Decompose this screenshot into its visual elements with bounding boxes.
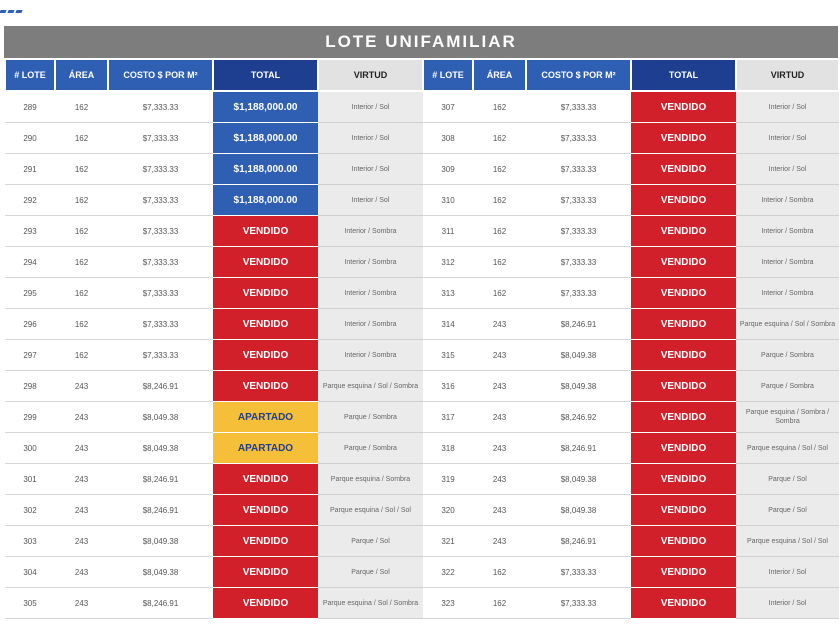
area-value: 243 xyxy=(55,557,108,588)
header-costo: COSTO $ POR M² xyxy=(526,59,631,91)
virtud-value: Interior / Sol xyxy=(318,123,423,154)
lote-number: 296 xyxy=(5,309,55,340)
cost-per-m2: $8,049.38 xyxy=(108,526,213,557)
lote-number: 302 xyxy=(5,495,55,526)
total-status: VENDIDO xyxy=(631,340,736,371)
lote-number: 298 xyxy=(5,371,55,402)
area-value: 162 xyxy=(473,123,526,154)
total-status: VENDIDO xyxy=(631,557,736,588)
total-status: VENDIDO xyxy=(213,247,318,278)
virtud-value: Interior / Sombra xyxy=(318,278,423,309)
area-value: 162 xyxy=(473,557,526,588)
virtud-value: Interior / Sombra xyxy=(736,247,839,278)
virtud-value: Parque esquina / Sol / Sol xyxy=(736,433,839,464)
cost-per-m2: $8,246.91 xyxy=(108,588,213,619)
header-area: ÁREA xyxy=(473,59,526,91)
virtud-value: Interior / Sol xyxy=(318,91,423,123)
cost-per-m2: $7,333.33 xyxy=(108,154,213,185)
header-virtud: VIRTUD xyxy=(736,59,839,91)
lote-number: 291 xyxy=(5,154,55,185)
lote-number: 304 xyxy=(5,557,55,588)
area-value: 243 xyxy=(55,433,108,464)
virtud-value: Interior / Sombra xyxy=(318,247,423,278)
virtud-value: Interior / Sol xyxy=(736,91,839,123)
virtud-value: Interior / Sombra xyxy=(318,216,423,247)
header-total: TOTAL xyxy=(213,59,318,91)
table-row xyxy=(5,185,839,216)
total-status: VENDIDO xyxy=(631,402,736,433)
lote-number: 310 xyxy=(423,185,473,216)
cost-per-m2: $8,049.38 xyxy=(108,557,213,588)
virtud-value: Interior / Sol xyxy=(318,185,423,216)
table-row xyxy=(5,154,839,185)
header-virtud: VIRTUD xyxy=(318,59,423,91)
header-area: ÁREA xyxy=(55,59,108,91)
virtud-value: Interior / Sombra xyxy=(318,309,423,340)
cost-per-m2: $8,246.91 xyxy=(526,526,631,557)
lote-number: 295 xyxy=(5,278,55,309)
area-value: 162 xyxy=(55,185,108,216)
lote-number: 321 xyxy=(423,526,473,557)
lote-number: 313 xyxy=(423,278,473,309)
virtud-value: Interior / Sol xyxy=(736,557,839,588)
cost-per-m2: $8,049.38 xyxy=(108,402,213,433)
cost-per-m2: $8,049.38 xyxy=(526,340,631,371)
table-row xyxy=(5,340,839,371)
area-value: 243 xyxy=(473,433,526,464)
table-row xyxy=(5,464,839,495)
cost-per-m2: $7,333.33 xyxy=(108,216,213,247)
total-status: VENDIDO xyxy=(631,154,736,185)
total-status: VENDIDO xyxy=(213,526,318,557)
lote-number: 317 xyxy=(423,402,473,433)
area-value: 162 xyxy=(55,123,108,154)
cost-per-m2: $8,246.92 xyxy=(526,402,631,433)
total-status: VENDIDO xyxy=(631,526,736,557)
total-status: VENDIDO xyxy=(631,464,736,495)
cost-per-m2: $8,049.38 xyxy=(526,371,631,402)
lote-number: 318 xyxy=(423,433,473,464)
lote-number: 299 xyxy=(5,402,55,433)
table-row xyxy=(5,123,839,154)
area-value: 243 xyxy=(55,402,108,433)
total-status: VENDIDO xyxy=(213,309,318,340)
cost-per-m2: $7,333.33 xyxy=(526,557,631,588)
area-value: 243 xyxy=(55,495,108,526)
lote-number: 300 xyxy=(5,433,55,464)
area-value: 243 xyxy=(473,464,526,495)
total-status: VENDIDO xyxy=(213,371,318,402)
virtud-value: Interior / Sol xyxy=(736,154,839,185)
area-value: 243 xyxy=(473,371,526,402)
table-row xyxy=(5,216,839,247)
lote-number: 303 xyxy=(5,526,55,557)
total-status: VENDIDO xyxy=(213,216,318,247)
virtud-value: Parque esquina / Sombra xyxy=(318,464,423,495)
lote-number: 290 xyxy=(5,123,55,154)
cost-per-m2: $8,246.91 xyxy=(108,371,213,402)
area-value: 162 xyxy=(473,278,526,309)
virtud-value: Parque / Sombra xyxy=(736,340,839,371)
cost-per-m2: $7,333.33 xyxy=(526,588,631,619)
lote-number: 319 xyxy=(423,464,473,495)
virtud-value: Interior / Sombra xyxy=(736,278,839,309)
table-row xyxy=(5,526,839,557)
area-value: 162 xyxy=(55,278,108,309)
cost-per-m2: $7,333.33 xyxy=(526,216,631,247)
area-value: 162 xyxy=(55,247,108,278)
cost-per-m2: $7,333.33 xyxy=(108,247,213,278)
total-status: VENDIDO xyxy=(631,495,736,526)
area-value: 162 xyxy=(55,309,108,340)
total-status: APARTADO xyxy=(213,433,318,464)
lote-number: 292 xyxy=(5,185,55,216)
total-status: VENDIDO xyxy=(631,433,736,464)
cost-per-m2: $8,246.91 xyxy=(526,309,631,340)
lote-number: 322 xyxy=(423,557,473,588)
virtud-value: Parque esquina / Sol / Sol xyxy=(318,495,423,526)
virtud-value: Interior / Sombra xyxy=(736,185,839,216)
lote-number: 309 xyxy=(423,154,473,185)
table-row xyxy=(5,557,839,588)
virtud-value: Interior / Sol xyxy=(736,588,839,619)
table-row xyxy=(5,91,839,123)
header-costo: COSTO $ POR M² xyxy=(108,59,213,91)
total-status: $1,188,000.00 xyxy=(213,123,318,154)
lote-number: 305 xyxy=(5,588,55,619)
table-row xyxy=(5,495,839,526)
cost-per-m2: $7,333.33 xyxy=(526,123,631,154)
total-status: VENDIDO xyxy=(631,309,736,340)
lote-number: 297 xyxy=(5,340,55,371)
table-row xyxy=(5,402,839,433)
header-total: TOTAL xyxy=(631,59,736,91)
area-value: 243 xyxy=(55,526,108,557)
virtud-value: Parque esquina / Sol / Sombra xyxy=(318,588,423,619)
lote-number: 293 xyxy=(5,216,55,247)
area-value: 243 xyxy=(55,464,108,495)
lote-number: 314 xyxy=(423,309,473,340)
table-header-row xyxy=(5,59,839,91)
cost-per-m2: $7,333.33 xyxy=(526,154,631,185)
virtud-value: Parque / Sol xyxy=(318,557,423,588)
total-status: APARTADO xyxy=(213,402,318,433)
total-status: $1,188,000.00 xyxy=(213,91,318,123)
total-status: VENDIDO xyxy=(631,588,736,619)
cost-per-m2: $7,333.33 xyxy=(108,185,213,216)
area-value: 162 xyxy=(55,91,108,123)
virtud-value: Parque / Sol xyxy=(318,526,423,557)
cost-per-m2: $7,333.33 xyxy=(108,123,213,154)
total-status: VENDIDO xyxy=(631,216,736,247)
area-value: 162 xyxy=(473,247,526,278)
total-status: VENDIDO xyxy=(631,91,736,123)
cost-per-m2: $7,333.33 xyxy=(526,278,631,309)
lote-number: 294 xyxy=(5,247,55,278)
virtud-value: Parque esquina / Sol / Sol xyxy=(736,526,839,557)
total-status: VENDIDO xyxy=(213,464,318,495)
cost-per-m2: $7,333.33 xyxy=(108,91,213,123)
lote-number: 308 xyxy=(423,123,473,154)
total-status: VENDIDO xyxy=(213,495,318,526)
area-value: 243 xyxy=(473,340,526,371)
table-row xyxy=(5,371,839,402)
lote-number: 311 xyxy=(423,216,473,247)
total-status: VENDIDO xyxy=(213,278,318,309)
header-lote: # LOTE xyxy=(5,59,55,91)
area-value: 243 xyxy=(55,371,108,402)
lots-table xyxy=(4,58,840,619)
lote-number: 312 xyxy=(423,247,473,278)
cost-per-m2: $8,246.91 xyxy=(108,495,213,526)
lote-number: 316 xyxy=(423,371,473,402)
cost-per-m2: $7,333.33 xyxy=(108,278,213,309)
lote-number: 315 xyxy=(423,340,473,371)
table-row xyxy=(5,247,839,278)
area-value: 162 xyxy=(473,185,526,216)
area-value: 162 xyxy=(473,588,526,619)
virtud-value: Interior / Sombra xyxy=(736,216,839,247)
virtud-value: Parque / Sombra xyxy=(318,402,423,433)
virtud-value: Parque / Sombra xyxy=(736,371,839,402)
total-status: VENDIDO xyxy=(631,247,736,278)
area-value: 162 xyxy=(473,154,526,185)
table-row xyxy=(5,309,839,340)
area-value: 243 xyxy=(473,526,526,557)
cost-per-m2: $7,333.33 xyxy=(108,340,213,371)
cost-per-m2: $8,246.91 xyxy=(526,433,631,464)
total-status: $1,188,000.00 xyxy=(213,185,318,216)
total-status: VENDIDO xyxy=(213,588,318,619)
area-value: 162 xyxy=(55,216,108,247)
area-value: 243 xyxy=(473,402,526,433)
cost-per-m2: $8,049.38 xyxy=(108,433,213,464)
total-status: VENDIDO xyxy=(631,371,736,402)
area-value: 243 xyxy=(55,588,108,619)
lote-number: 323 xyxy=(423,588,473,619)
virtud-value: Interior / Sombra xyxy=(318,340,423,371)
virtud-value: Parque esquina / Sombra / Sombra xyxy=(736,402,839,433)
total-status: VENDIDO xyxy=(213,557,318,588)
virtud-value: Interior / Sol xyxy=(736,123,839,154)
area-value: 162 xyxy=(473,216,526,247)
total-status: VENDIDO xyxy=(631,278,736,309)
table-row xyxy=(5,278,839,309)
cost-per-m2: $8,246.91 xyxy=(108,464,213,495)
virtud-value: Parque esquina / Sol / Sombra xyxy=(318,371,423,402)
total-status: $1,188,000.00 xyxy=(213,154,318,185)
area-value: 243 xyxy=(473,309,526,340)
brand-logo-icon xyxy=(0,0,40,6)
virtud-value: Parque / Sombra xyxy=(318,433,423,464)
page-title: LOTE UNIFAMILIAR xyxy=(4,26,838,58)
lote-number: 307 xyxy=(423,91,473,123)
table-row xyxy=(5,588,839,619)
virtud-value: Interior / Sol xyxy=(318,154,423,185)
cost-per-m2: $7,333.33 xyxy=(526,247,631,278)
total-status: VENDIDO xyxy=(631,185,736,216)
area-value: 162 xyxy=(55,154,108,185)
lote-number: 320 xyxy=(423,495,473,526)
header-lote: # LOTE xyxy=(423,59,473,91)
virtud-value: Parque esquina / Sol / Sombra xyxy=(736,309,839,340)
cost-per-m2: $7,333.33 xyxy=(526,185,631,216)
cost-per-m2: $8,049.38 xyxy=(526,464,631,495)
cost-per-m2: $8,049.38 xyxy=(526,495,631,526)
lote-number: 289 xyxy=(5,91,55,123)
total-status: VENDIDO xyxy=(213,340,318,371)
cost-per-m2: $7,333.33 xyxy=(526,91,631,123)
virtud-value: Parque / Sol xyxy=(736,464,839,495)
area-value: 243 xyxy=(473,495,526,526)
area-value: 162 xyxy=(55,340,108,371)
table-row xyxy=(5,433,839,464)
total-status: VENDIDO xyxy=(631,123,736,154)
cost-per-m2: $7,333.33 xyxy=(108,309,213,340)
area-value: 162 xyxy=(473,91,526,123)
lote-number: 301 xyxy=(5,464,55,495)
virtud-value: Parque / Sol xyxy=(736,495,839,526)
